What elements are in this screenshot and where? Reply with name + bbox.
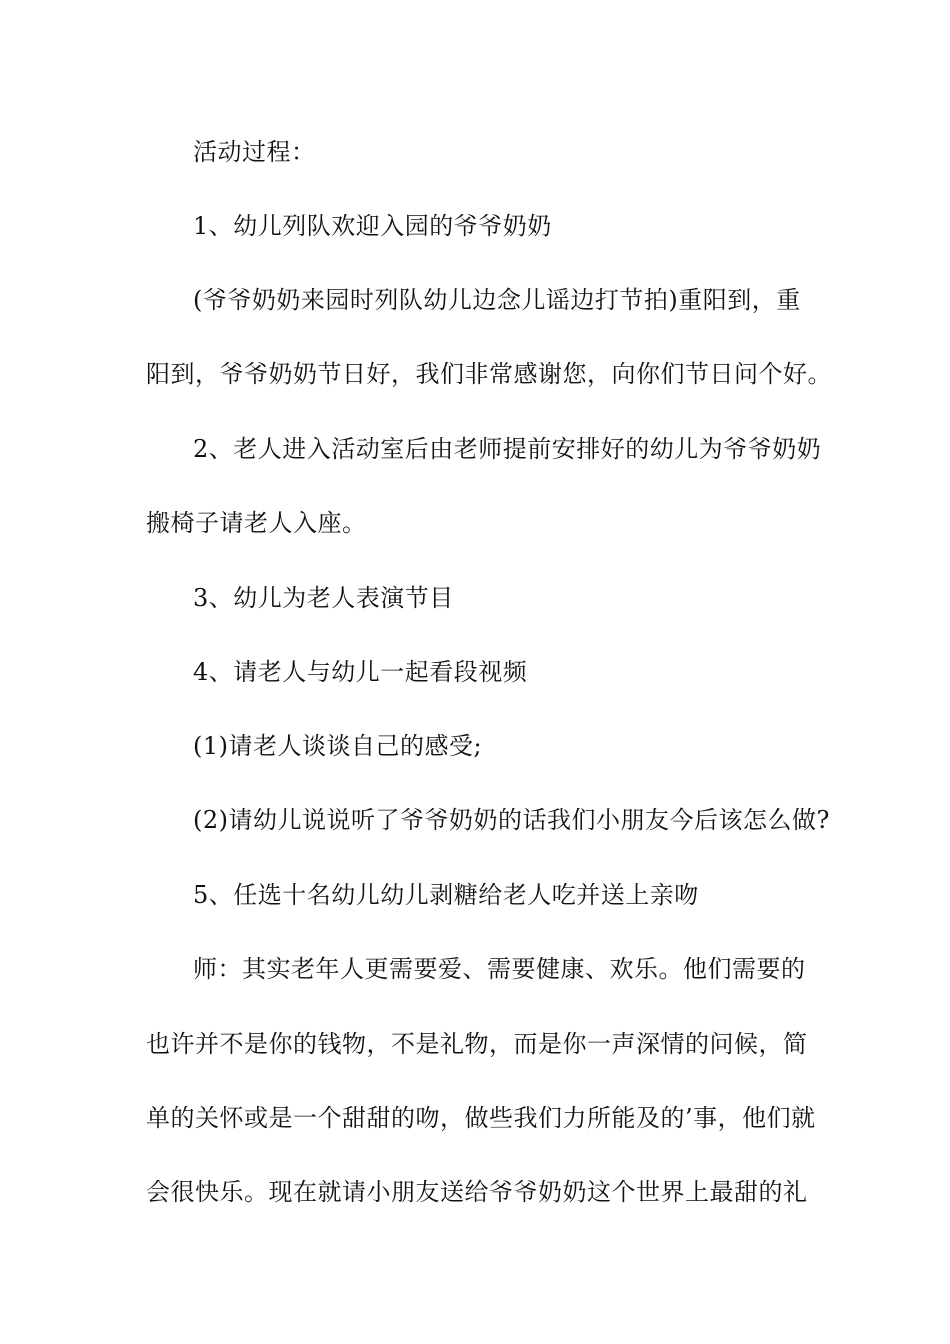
paragraph-line: 阳到，爷爷奶奶节日好，我们非常感谢您，向你们节日问个好。 <box>146 360 832 388</box>
step-5-text: 5、任选十名幼儿幼儿剥糖给老人吃并送上亲吻 <box>193 881 699 909</box>
step-1-text: 1、幼儿列队欢迎入园的爷爷奶奶 <box>193 212 552 240</box>
section-heading: 活动过程： <box>193 138 316 166</box>
paragraph-line: 单的关怀或是一个甜甜的吻，做些我们力所能及的’事，他们就 <box>146 1104 816 1132</box>
paragraph-line: 会很快乐。现在就请小朋友送给爷爷奶奶这个世界上最甜的礼 <box>146 1178 808 1206</box>
step-2-text: 2、老人进入活动室后由老师提前安排好的幼儿为爷爷奶奶 <box>193 435 822 463</box>
step-3-text: 3、幼儿为老人表演节目 <box>193 584 454 612</box>
sub-item-2: (2)请幼儿说说听了爷爷奶奶的话我们小朋友今后该怎么做? <box>193 806 830 834</box>
sub-item-1: (1)请老人谈谈自己的感受; <box>193 732 483 760</box>
paragraph-line: 师：其实老年人更需要爱、需要健康、欢乐。他们需要的 <box>193 955 806 983</box>
paragraph-line: 搬椅子请老人入座。 <box>146 509 367 537</box>
paragraph-line: (爷爷奶奶来园时列队幼儿边念儿谣边打节拍)重阳到，重 <box>193 286 801 314</box>
step-4-text: 4、请老人与幼儿一起看段视频 <box>193 658 528 686</box>
paragraph-line: 也许并不是你的钱物，不是礼物，而是你一声深情的问候，简 <box>146 1030 808 1058</box>
